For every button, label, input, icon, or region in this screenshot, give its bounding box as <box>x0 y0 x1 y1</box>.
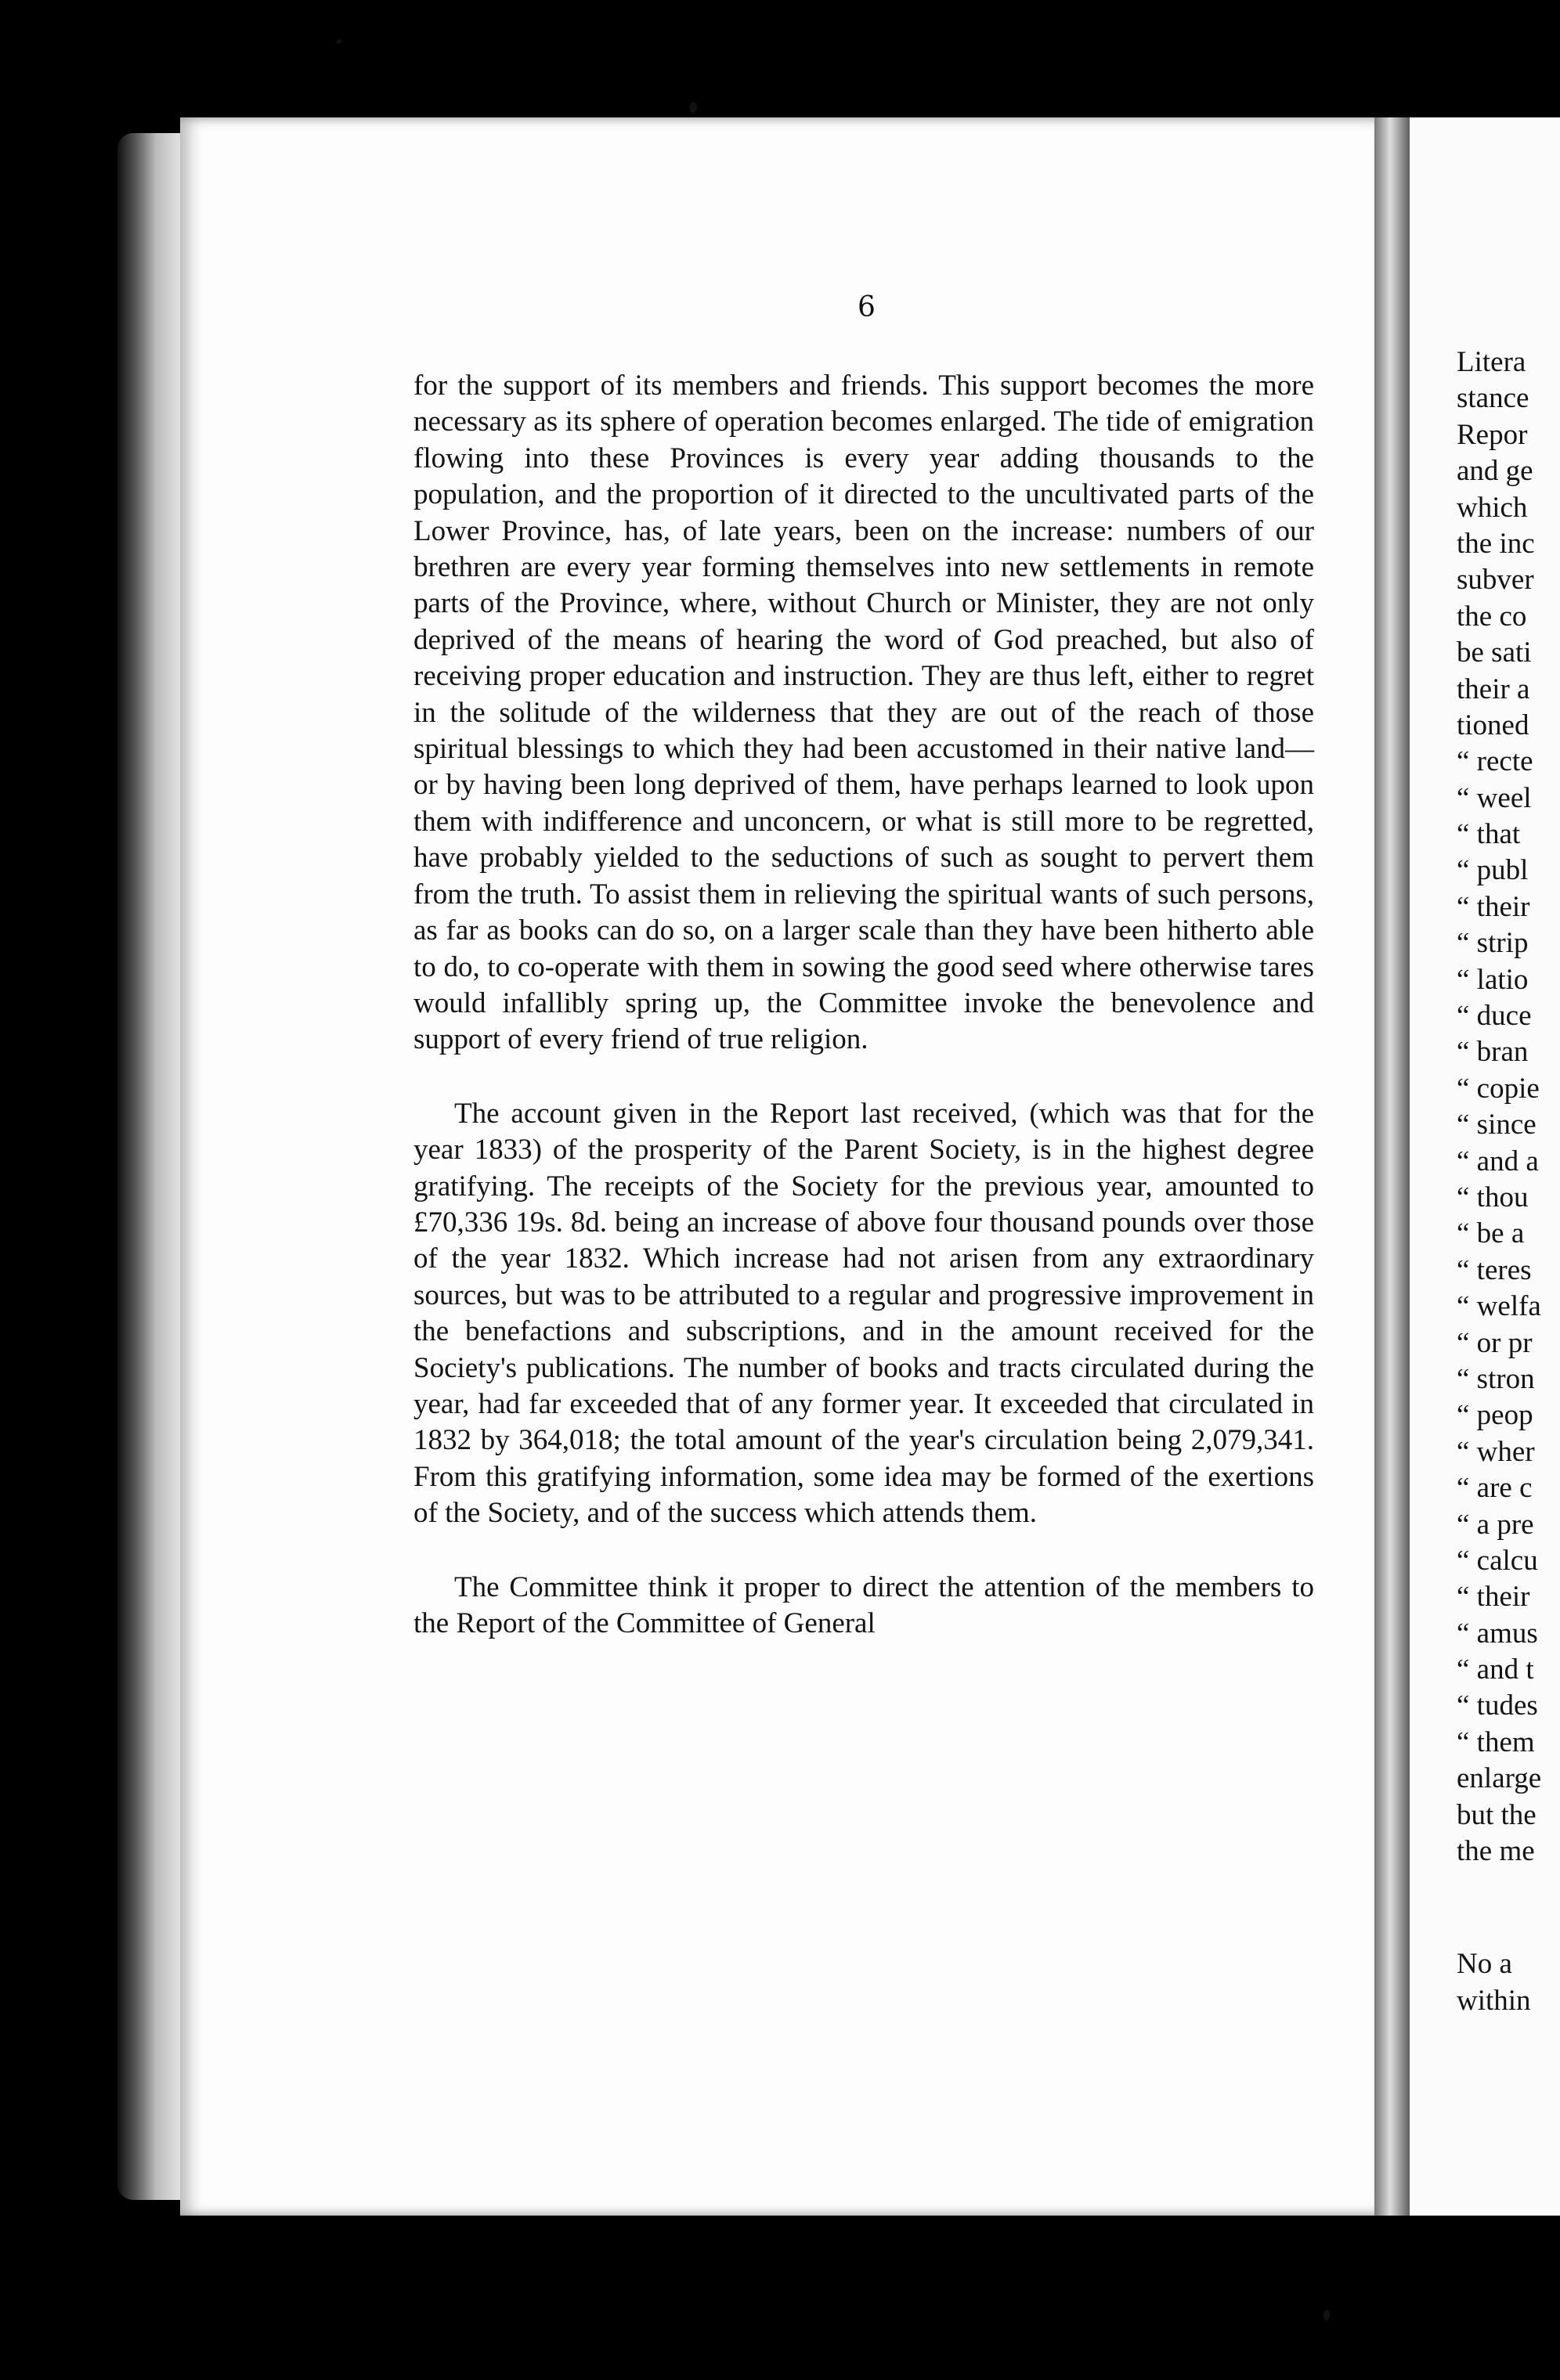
facing-page-line: “ weel <box>1457 781 1532 814</box>
facing-page-line: “ calcu <box>1457 1544 1538 1577</box>
facing-page-line: the me <box>1457 1835 1535 1868</box>
facing-page-line: “ strip <box>1457 927 1529 960</box>
facing-page-line: “ duce <box>1457 1000 1532 1033</box>
facing-page-line: “ publ <box>1457 854 1529 887</box>
facing-page-line: subver <box>1457 564 1534 597</box>
facing-page-line: Repor <box>1457 418 1528 451</box>
facing-page-line: the co <box>1457 600 1527 633</box>
facing-page-line: “ amus <box>1457 1617 1538 1650</box>
facing-page-line: Litera <box>1457 346 1526 378</box>
facing-page-line: “ stron <box>1457 1362 1535 1395</box>
facing-page-line: “ latio <box>1457 963 1529 996</box>
facing-page-line: “ since <box>1457 1109 1537 1141</box>
facing-page-line: within <box>1457 1984 1531 2017</box>
facing-page-line: “ and t <box>1457 1653 1534 1686</box>
facing-page-line: “ are c <box>1457 1472 1533 1505</box>
facing-page-line: “ that <box>1457 818 1521 851</box>
facing-page-line: “ teres <box>1457 1253 1532 1286</box>
paragraph-2: The account given in the Report last received, (which was that for the year 1833) of the prosperity of the Parent Society, is in the highest degree gratifying. The receipts of the Society for the previous year, amounted to £70,336 19s. 8d. being an increase of above four thousand pounds over those of the year 1832. Which increase had not arisen from any extraordinary sources, but was to be attributed to a regular and progressive improvement in the benefactions and subscriptions, and in the amount received for the Society's publications. The number of books and tracts circulated during the year, had far exceeded that of any former year. It exceeded that circulated in 1832 by 364,018; the total amount of the year's circulation being 2,079,341. From this gratifying information, some idea may be formed of the exertions of the Society, and of the success which attends them. <box>413 1097 1314 1530</box>
dust-speck <box>337 39 341 44</box>
facing-page-line: “ their <box>1457 1581 1530 1614</box>
facing-page-line: No a <box>1457 1948 1512 1981</box>
facing-page-line: “ them <box>1457 1726 1535 1758</box>
facing-page-line: “ peop <box>1457 1399 1533 1432</box>
facing-page-gap <box>1457 1870 1560 1946</box>
facing-page-line: “ their <box>1457 890 1530 923</box>
facing-page-line: which <box>1457 491 1528 524</box>
facing-page-line: their a <box>1457 673 1530 705</box>
page-body-text <box>413 368 1314 1679</box>
facing-page-line: “ a pre <box>1457 1508 1534 1541</box>
facing-page-line: but the <box>1457 1798 1537 1831</box>
facing-page-line: “ or pr <box>1457 1326 1533 1359</box>
dust-speck <box>689 102 697 113</box>
facing-page-line: “ recte <box>1457 745 1533 778</box>
page-number: 6 <box>858 291 876 323</box>
book-spine-shadow <box>117 133 188 2200</box>
facing-page-line: enlarge <box>1457 1762 1542 1795</box>
facing-page-line: be sati <box>1457 636 1532 669</box>
facing-page-line: “ be a <box>1457 1217 1525 1250</box>
facing-page-line: “ tudes <box>1457 1689 1538 1722</box>
facing-page-line: and ge <box>1457 455 1533 488</box>
page-gutter <box>1374 117 1414 2216</box>
facing-page-line: stance <box>1457 382 1529 415</box>
facing-page-text <box>1457 344 1560 2019</box>
facing-page-line: tioned <box>1457 709 1529 741</box>
paragraph-3: The Committee think it proper to direct the attention of the members to the Report of the Committee of General <box>413 1570 1314 1639</box>
facing-page-line: “ welfa <box>1457 1290 1541 1323</box>
facing-page-line: “ copie <box>1457 1072 1540 1105</box>
facing-page-line: “ and a <box>1457 1145 1539 1177</box>
facing-page-line: the inc <box>1457 527 1535 560</box>
facing-page-line: “ bran <box>1457 1036 1529 1069</box>
paragraph-1: for the support of its members and friends. This support becomes the more necessary as its sphere of operation becomes enlarged. The tide of emigration flowing into these Provinces is every year adding thousands to the population, and the proportion of it directed to the uncultivated parts of the Lower Province, has, of late years, been on the increase: numbers of our brethren are every year forming themselves into new settlements in remote parts of the Province, where, without Church or Minister, they are not only deprived of the means of hearing the word of God preached, but also of receiving proper education and instruction. They are thus left, either to regret in the solitude of the wilderness that they are out of the reach of those spiritual blessings to which they had been accustomed in their native land—or by having been long deprived of them, have perhaps learned to look upon them with indifference and unconcern, or what is still more to be regretted, have probably yielded to the seductions of such as sought to pervert them from the truth. To assist them in relieving the spiritual wants of such persons, as far as books can do so, on a larger scale than they have been hitherto able to do, to co-operate with them in sowing the good seed where otherwise tares would infallibly spring up, the Committee invoke the benevolence and support of every friend of true religion. <box>413 370 1314 1056</box>
facing-page-line: “ wher <box>1457 1435 1535 1468</box>
facing-page-line: “ thou <box>1457 1181 1529 1213</box>
dust-speck <box>1323 2310 1330 2320</box>
